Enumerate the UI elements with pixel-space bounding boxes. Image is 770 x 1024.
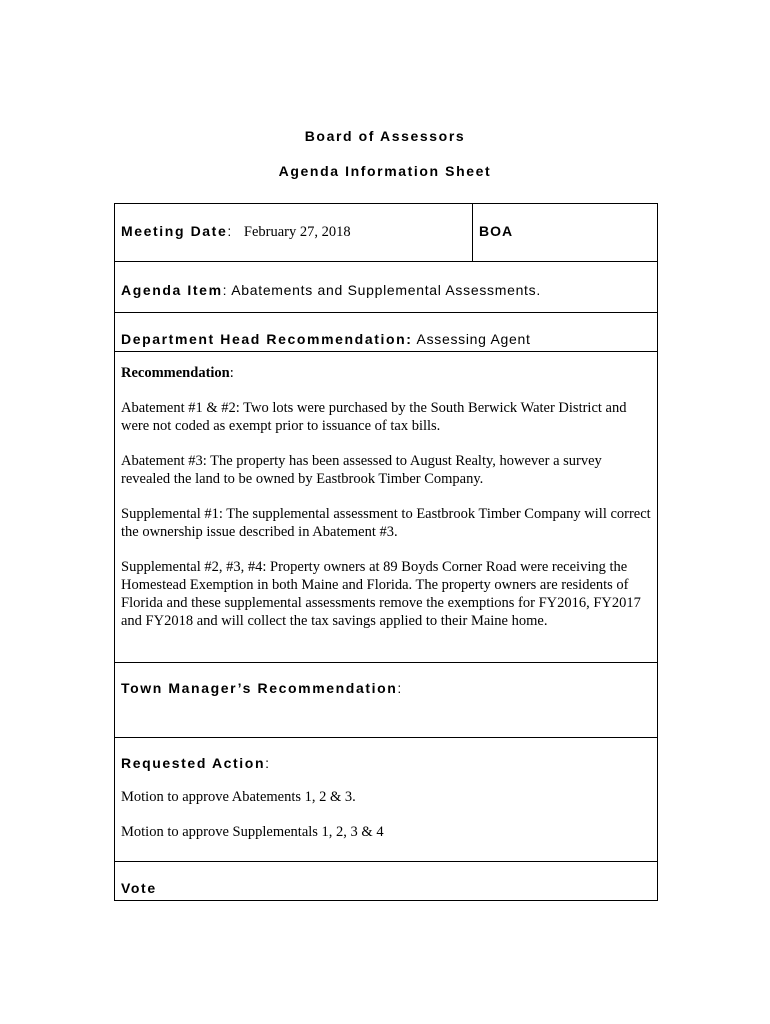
department-label: Department Head Recommendation:	[121, 331, 413, 347]
requested-action-item: Motion to approve Supplementals 1, 2, 3 & 4	[121, 824, 384, 840]
meeting-date-colon: :	[227, 223, 232, 239]
agenda-item-label: Agenda Item	[121, 282, 223, 298]
department-value: Assessing Agent	[416, 331, 531, 347]
document-subtitle: Agenda Information Sheet	[278, 163, 492, 179]
meeting-date-cell	[115, 204, 473, 262]
vote-label: Vote	[121, 880, 157, 896]
meeting-row	[115, 204, 658, 262]
town-manager-label: Town Manager’s Recommendation	[121, 680, 398, 696]
town-manager-row: Town Manager’s Recommendation:	[115, 663, 658, 738]
meeting-date-label: Meeting Date	[121, 223, 228, 239]
requested-action-label: Requested Action	[121, 755, 266, 771]
recommendation-heading: Recommendation:	[121, 365, 234, 381]
agenda-table	[114, 203, 658, 901]
recommendation-paragraph: Supplemental #1: The supplemental assessment to Eastbrook Timber Company will correct the ownership issue described in Abatement #3.	[121, 506, 651, 540]
recommendation-paragraph: Abatement #1 & #2: Two lots were purchased by the South Berwick Water District and were not coded as exempt prior to issuance of tax bills.	[121, 400, 627, 434]
agenda-item-row	[115, 262, 658, 313]
recommendation-row	[115, 352, 658, 663]
board-code: BOA	[479, 223, 514, 239]
document-title: Board of Assessors	[304, 128, 466, 144]
agenda-item-value: Abatements and Supplemental Assessments.	[231, 282, 541, 298]
meeting-date-value: February 27, 2018	[243, 224, 351, 240]
requested-action-item: Motion to approve Abatements 1, 2 & 3.	[121, 789, 356, 805]
board-cell	[473, 204, 658, 262]
requested-action-row: Requested Action: Motion to approve Abatements 1, 2 & 3. Motion to approve Supplementals 1, 2, 3 & 4	[115, 738, 658, 862]
vote-row	[115, 862, 658, 901]
recommendation-paragraph: Abatement #3: The property has been assessed to August Realty, however a survey revealed the land to be owned by Eastbrook Timber Company.	[121, 453, 602, 487]
agenda-item-colon: :	[222, 282, 228, 298]
recommendation-paragraph: Supplemental #2, #3, #4: Property owners at 89 Boyds Corner Road were receiving the Homestead Exemption in both Maine and Florida. The property owners are residents of Florida and these supplemental assessments remove the exemptions for FY2016, FY2017 and FY2018 and will collect the tax savings applied to their Maine home.	[121, 559, 641, 629]
department-row	[115, 313, 658, 352]
